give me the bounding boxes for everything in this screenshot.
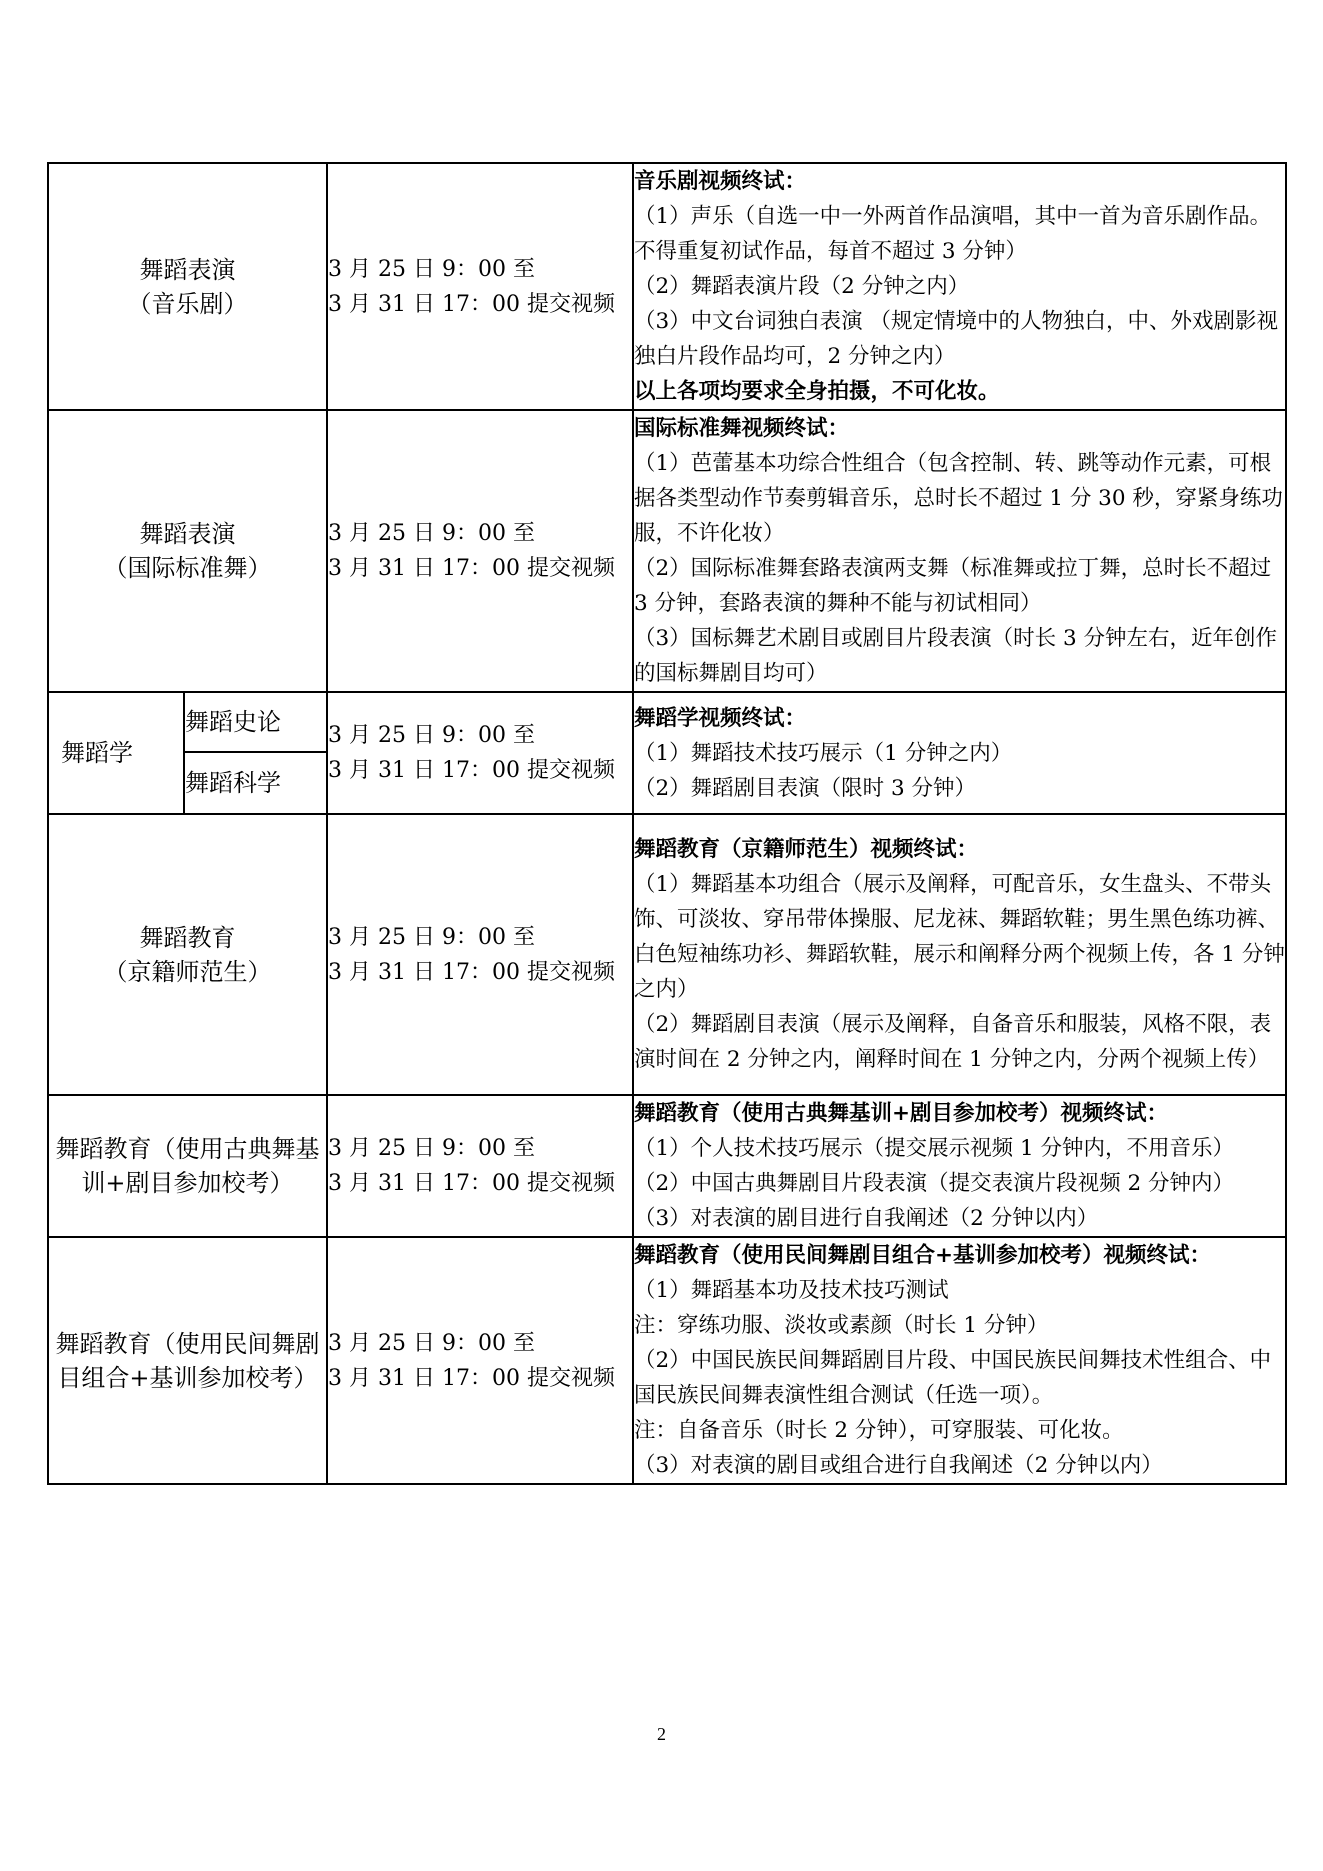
requirement-item: （2）国际标准舞套路表演两支舞（标准舞或拉丁舞，总时长不超过 3 分钟，套路表演的舞种不能与初试相同） [634,556,1272,616]
sub-major-label: 舞蹈科学 [185,769,281,797]
requirement-title: 音乐剧视频终试： [634,169,807,194]
major-line: 舞蹈学 [61,739,133,767]
time-end: 3 月 31 日 17：00 提交视频 [328,291,615,317]
time-start: 3 月 25 日 9：00 至 [328,521,535,546]
requirement-item: （2）中国民族民间舞蹈剧目片段、中国民族民间舞技术性组合、中国民族民间舞表演性组合测试（任选一项）。 [634,1348,1272,1408]
time-start: 3 月 25 日 9：00 至 [328,924,535,950]
major-line: 舞蹈教育 [139,923,236,952]
major-line: 舞蹈表演 [139,255,236,284]
time-end: 3 月 31 日 17：00 提交视频 [328,556,615,581]
requirement-item: （1）声乐（自选一中一外两首作品演唱，其中一首为音乐剧作品。不得重复初试作品，每首不超过 3 分钟） [634,204,1272,264]
requirement-item: （1）个人技术技巧展示（提交展示视频 1 分钟内，不用音乐） [634,1136,1235,1161]
requirement-item: （1）舞蹈技术技巧展示（1 分钟之内） [634,740,1013,766]
time-cell [327,410,633,692]
requirement-note: 注：自备音乐（时长 2 分钟），可穿服装、可化妆。 [634,1418,1124,1443]
page-number: 2 [657,1724,666,1744]
time-cell [327,1095,633,1237]
table-row [48,1237,1286,1484]
requirement-item: （2）舞蹈表演片段（2 分钟之内） [634,274,970,299]
major-cell [48,814,327,1095]
table-row [48,163,1286,410]
major-cell [48,1237,327,1484]
requirement-item: （1）舞蹈基本功组合（展示及阐释，可配音乐，女生盘头、不带头饰、可淡妆、穿吊带体操服、尼龙袜、舞蹈软鞋；男生黑色练功裤、白色短袖练功衫、舞蹈软鞋，展示和阐释分两个视频上传，各 1 分钟之内） [634,872,1285,1002]
requirement-note: 以上各项均要求全身拍摄，不可化妆。 [634,379,1000,404]
requirement-item: （1）芭蕾基本功综合性组合（包含控制、转、跳等动作元素，可根据各类型动作节奏剪辑音乐，总时长不超过 1 分 30 秒，穿紧身练功服，不许化妆） [634,451,1283,546]
sub-major-label: 舞蹈史论 [185,708,281,736]
major-line: （京籍师范生） [103,957,272,986]
requirement-note: 注：穿练功服、淡妆或素颜（时长 1 分钟） [634,1313,1049,1338]
requirement-item: （3）中文台词独白表演 （规定情境中的人物独白，中、外戏剧影视独白片段作品均可，2 分钟之内） [634,309,1279,369]
time-end: 3 月 31 日 17：00 提交视频 [328,758,615,783]
major-line: （音乐剧） [127,289,248,318]
requirement-cell [633,1095,1286,1237]
time-cell [327,692,633,814]
requirement-cell [633,1237,1286,1484]
requirement-item: （3）对表演的剧目进行自我阐述（2 分钟以内） [634,1206,1099,1231]
time-cell [327,814,633,1095]
requirement-item: （2）舞蹈剧目表演（限时 3 分钟） [634,775,977,801]
table-row [48,692,1286,752]
exam-requirements-table [47,162,1287,1485]
major-cell [48,410,327,692]
time-start: 3 月 25 日 9：00 至 [328,256,535,282]
requirement-title: 舞蹈学视频终试： [634,705,807,731]
major-cell [48,1095,327,1237]
requirement-cell [633,814,1286,1095]
requirement-item: （1）舞蹈基本功及技术技巧测试 [634,1278,949,1303]
requirement-item: （3）国标舞艺术剧目或剧目片段表演（时长 3 分钟左右，近年创作的国标舞剧目均可） [634,626,1278,686]
time-cell [327,1237,633,1484]
time-start: 3 月 25 日 9：00 至 [328,1330,535,1356]
time-end: 3 月 31 日 17：00 提交视频 [328,959,615,985]
requirement-cell [633,692,1286,814]
major-line: （国际标准舞） [103,554,272,582]
time-end: 3 月 31 日 17：00 提交视频 [328,1171,615,1196]
major-line: 舞蹈表演 [139,520,236,548]
table-row [48,1095,1286,1237]
table-row [48,814,1286,1095]
table-row [48,410,1286,692]
time-start: 3 月 25 日 9：00 至 [328,723,535,748]
time-cell [327,163,633,410]
major-line: 舞蹈教育（使用古典舞基训+剧目参加校考） [55,1135,320,1197]
time-end: 3 月 31 日 17：00 提交视频 [328,1365,615,1391]
sub-major-cell [184,752,327,814]
major-line: 舞蹈教育（使用民间舞剧目组合+基训参加校考） [55,1329,320,1392]
requirement-item: （2）舞蹈剧目表演（展示及阐释，自备音乐和服装，风格不限，表演时间在 2 分钟之内，阐释时间在 1 分钟之内，分两个视频上传） [634,1012,1272,1072]
major-cell [48,163,327,410]
time-start: 3 月 25 日 9：00 至 [328,1136,535,1161]
sub-major-cell [184,692,327,752]
requirement-title: 舞蹈教育（使用民间舞剧目组合+基训参加校考）视频终试： [634,1243,1212,1268]
requirement-item: （3）对表演的剧目或组合进行自我阐述（2 分钟以内） [634,1453,1163,1478]
requirement-cell [633,410,1286,692]
requirement-title: 舞蹈教育（使用古典舞基训+剧目参加校考）视频终试： [634,1101,1169,1126]
requirement-item: （2）中国古典舞剧目片段表演（提交表演片段视频 2 分钟内） [634,1171,1235,1196]
requirement-cell [633,163,1286,410]
requirement-title: 舞蹈教育（京籍师范生）视频终试： [634,837,979,862]
major-cell [48,692,184,814]
requirement-title: 国际标准舞视频终试： [634,416,850,441]
